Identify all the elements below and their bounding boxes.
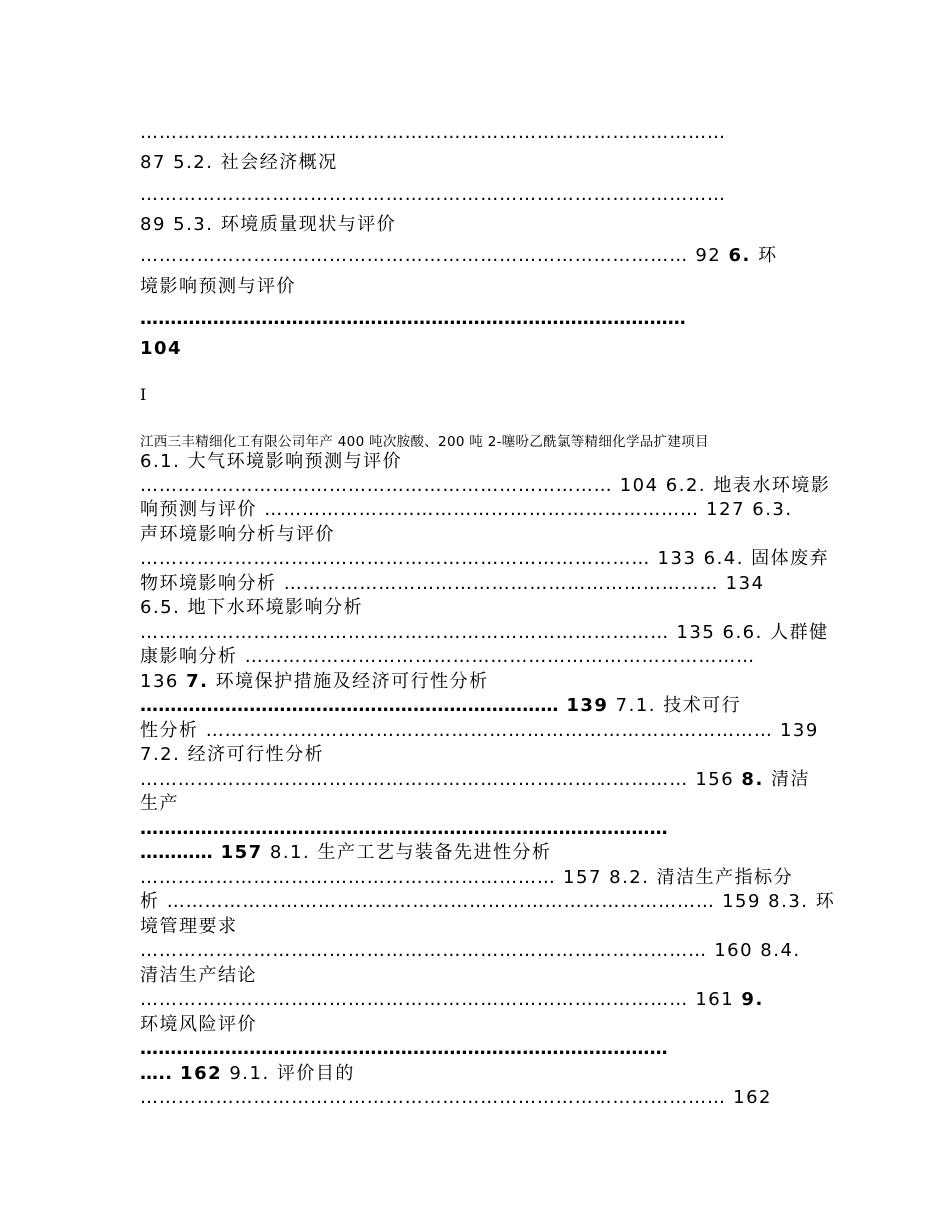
toc-entry-text: 157 8.2. 清洁生产指标分 — [555, 867, 794, 888]
toc-entry-text: 133 6.4. 固体废弃 — [650, 548, 830, 569]
toc-entry-text: 响预测与评价 — [140, 499, 265, 520]
toc-entry — [140, 548, 830, 570]
toc-leader: ………………………………………………………………………………… — [140, 1087, 726, 1108]
toc-entry-text: 环 — [750, 245, 778, 266]
toc-entry — [140, 671, 820, 693]
toc-entry: 6.1. 大气环境影响预测与评价 — [140, 451, 403, 472]
toc-leader: …………………………………………………………… — [140, 695, 559, 716]
toc-entry — [140, 499, 820, 521]
toc-entry — [140, 989, 820, 1011]
toc-entry — [140, 1063, 820, 1085]
toc-page-number: 139 — [772, 720, 819, 741]
toc-leader: ……………………………………………………………………………… — [140, 308, 686, 329]
toc-leader: ………………………………………………………… — [140, 867, 556, 888]
toc-leader: ………………………………………………………………………………… — [140, 184, 726, 205]
toc-leader: ….. — [140, 1063, 173, 1084]
toc-entry — [140, 475, 831, 497]
toc-entry-text: 环境保护措施及经济可行性分析 — [208, 671, 489, 692]
toc-entry-text: 159 8.3. 环 — [714, 891, 836, 912]
toc-entry-text: 160 8.4. — [707, 940, 801, 961]
toc-page-number: 134 — [718, 573, 765, 594]
toc-chapter-number: 9. — [741, 989, 764, 1010]
toc-entry-text: 7.1. 技术可行 — [608, 695, 742, 716]
toc-leader: …………………………………………………………………………… — [140, 1038, 668, 1059]
toc-page-number: 104 — [140, 338, 183, 359]
toc-leader: ……………………………………………………………………… — [244, 646, 756, 667]
toc-page-number: 92 — [688, 245, 729, 266]
toc-entry: 89 5.3. 环境质量现状与评价 — [140, 214, 397, 235]
toc-page-number: 136 — [140, 671, 187, 692]
toc-entry — [140, 769, 820, 791]
toc-entry — [140, 573, 820, 595]
toc-entry: 清洁生产结论 — [140, 965, 257, 986]
toc-leader: ………………………………………………………………………………… — [140, 122, 726, 143]
toc-entry — [140, 720, 820, 742]
toc-entry-text: 康影响分析 — [140, 646, 245, 667]
toc-entry-text: 性分析 — [140, 720, 206, 741]
toc-entry: 境管理要求 — [140, 916, 238, 937]
toc-entry: 87 5.2. 社会经济概况 — [140, 152, 338, 173]
toc-entry-text: 8.1. 生产工艺与装备先进性分析 — [262, 842, 552, 863]
toc-leader: ………………………………………………………………… — [140, 475, 613, 496]
toc-entry — [140, 891, 836, 913]
toc-entry: 声环境影响分析与评价 — [140, 524, 335, 545]
toc-leader: ………………………………………………………………………… — [140, 622, 670, 643]
toc-entry-text: 9.1. 评价目的 — [222, 1063, 355, 1084]
toc-entry — [140, 245, 820, 267]
toc-entry-text: 析 — [140, 891, 167, 912]
toc-entry — [140, 842, 820, 864]
page-marker: I — [140, 385, 147, 404]
toc-entry: 环境风险评价 — [140, 1014, 257, 1035]
toc-leader: ……………………………………………………………………………… — [140, 940, 707, 961]
toc-leader: …………………………………………………………………………… — [166, 891, 715, 912]
toc-entry-text: 104 6.2. 地表水环境影 — [612, 475, 831, 496]
toc-entry: 生产 — [140, 793, 179, 814]
toc-entry-text: 127 6.3. — [698, 499, 793, 520]
toc-page-number: 162 — [172, 1063, 223, 1084]
toc-entry — [140, 1087, 820, 1109]
toc-leader: …………………………………………………………………………… — [140, 769, 689, 790]
toc-entry: 6.5. 地下水环境影响分析 — [140, 597, 364, 618]
toc-entry — [140, 867, 820, 889]
toc-leader: ……………………………………………………………………………… — [205, 720, 773, 741]
toc-leader: ……………………………………………………………………… — [140, 548, 651, 569]
toc-entry — [140, 940, 820, 962]
toc-entry-text: 135 6.6. 人群健 — [669, 622, 829, 643]
running-header: 江西三丰精细化工有限公司年产 400 吨次胺酸、200 吨 2-噻吩乙酰氯等精细化学品扩建项目 — [140, 434, 709, 450]
toc-chapter-number: 8. — [741, 769, 764, 790]
toc-chapter-number: 6. — [728, 245, 751, 266]
toc-entry: 境影响预测与评价 — [140, 276, 296, 297]
toc-page-number: 139 — [558, 695, 609, 716]
toc-leader: …………………………………………………………………………… — [140, 989, 689, 1010]
toc-leader: …………………………………………………………… — [264, 499, 699, 520]
toc-page-number: 157 — [212, 842, 263, 863]
toc-page-number: 156 — [688, 769, 742, 790]
toc-entry-text: 物环境影响分析 — [140, 573, 284, 594]
toc-page-number: 162 — [725, 1087, 772, 1108]
toc-entry — [140, 622, 829, 644]
toc-entry — [140, 695, 820, 717]
toc-entry — [140, 646, 820, 668]
toc-leader: …………………………………………………………………………… — [140, 245, 689, 266]
toc-entry-text: 清洁 — [763, 769, 811, 790]
toc-leader: ………… — [140, 842, 213, 863]
toc-leader: …………………………………………………………… — [283, 573, 719, 594]
toc-chapter-number: 7. — [186, 671, 209, 692]
toc-leader: …………………………………………………………………………… — [140, 818, 668, 839]
toc-entry: 7.2. 经济可行性分析 — [140, 744, 325, 765]
toc-page-number: 161 — [688, 989, 742, 1010]
